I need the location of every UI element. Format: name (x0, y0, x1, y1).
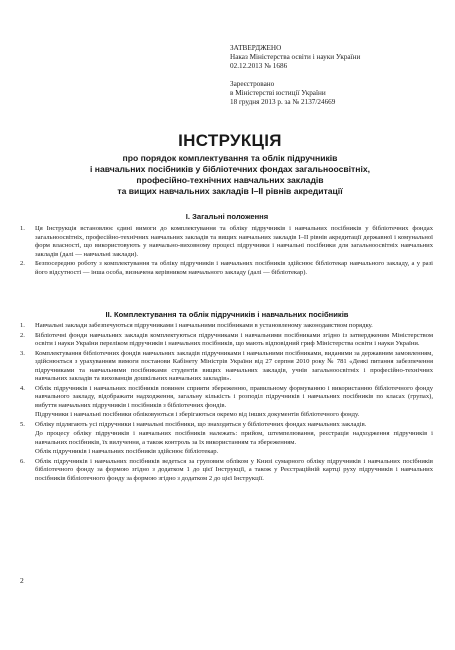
section-heading-1: I. Загальні положення (185, 212, 269, 221)
list-item (20, 448, 433, 457)
approval-stamp (230, 44, 435, 107)
approval-line: 02.12.2013 № 1686 (230, 62, 288, 70)
item-text: До процесу обліку підручників і навчальних посібників належать: прийом, штемпелювання, реєстрація надходження підручників і навчальних посібників, їх вилучення, а також контроль за їх використанням та збереженням. (35, 430, 433, 446)
title-main: ІНСТРУКЦІЯ (178, 131, 282, 150)
registration-line: 18 грудня 2013 р. за № 2137/24669 (230, 98, 336, 106)
item-number (20, 411, 35, 420)
item-text: Комплектування бібліотечних фондів навчальних закладів підручниками і навчальними посібниками, виданими за державним замовленням, здійснюється з урахуванням вимоги постанови Кабінету Міністрів України від 27 серпня 2010 року № 781 «Деякі питання забезпечення підручниками та навчальними посібниками студентів вищих навчальних закладів, учнів загальноосвітніх і професійно-технічних навчальних закладів та вихованців дошкільних навчальних закладів». (35, 349, 433, 382)
list-item (20, 458, 433, 484)
item-text: Облік підручників і навчальних посібників здійснює бібліотекар. (35, 448, 219, 455)
item-text: Ця Інструкція встановлює єдині вимоги до комплектування та обліку підручників і навчальних посібників у бібліотечних фондах загальноосвітніх, професійно-технічних навчальних закладів та вищих навчальних закладів I–II рівнів акредитації державної і комунальної форм власності, що використовують у навчально-виховному процесі підручники і навчальні посібники для загальноосвітніх навчальних закладів (далі — навчальні заклади). (35, 225, 433, 258)
section-heading-2: II. Комплектування та облік підручників і навчальних посібників (105, 310, 349, 319)
item-text: Обліку підлягають усі підручники і навчальні посібники, що знаходяться у бібліотечних фондах навчальних закладів. (35, 420, 367, 428)
registration-line: Зареєстровано (230, 80, 275, 88)
list-item (20, 350, 433, 384)
list-item (20, 225, 433, 259)
list-item (20, 411, 433, 420)
approval-line: Наказ Міністерства освіти і науки України (230, 53, 361, 61)
item-text: Підручники і навчальні посібники обліковуються і зберігаються окремо від інших документів бібліотечного фонду. (35, 411, 360, 418)
item-number: 5. (20, 420, 25, 428)
list-item (20, 322, 433, 331)
item-text: Безпосередню роботу з комплектування та обліку підручників і навчальних посібників здійснює бібліотекар навчального закладу, а у разі його відсутності — інша особа, визначена керівником навчального закладу (далі — бібліотекар). (35, 260, 433, 276)
list-item (20, 332, 433, 349)
list-item (20, 430, 433, 447)
item-number: 3. (20, 349, 25, 357)
item-number: 4. (20, 384, 25, 392)
item-number: 1. (20, 225, 25, 232)
item-number: 1. (20, 322, 25, 329)
section-1-items (20, 225, 433, 278)
registration-line: в Міністерстві юстиції України (230, 89, 326, 97)
item-number: 6. (20, 457, 25, 465)
section-2-items (20, 322, 433, 484)
list-item (20, 260, 433, 277)
item-text: Навчальні заклади забезпечуються підручниками і навчальними посібниками в установленому законодавством порядку. (35, 322, 373, 329)
item-text: Облік підручників і навчальних посібників ведеться за груповим обліком у Книзі сумарного обліку підручників і навчальних посібників бібліотечного фонду за формою згідно з додатком 1 до цієї Інструкції, а також у Реєстраційній картці руху підручників і навчальних посібників бібліотечного фонду за формою згідно з додатком 2 до цієї Інструкції. (35, 457, 433, 482)
title-sub-line: про порядок комплектування та облік підручників (122, 153, 338, 163)
item-number: 2. (20, 260, 25, 267)
title-sub-line: і навчальних посібників у бібліотечних фондах загальноосвітніх, (90, 164, 370, 174)
title-sub-line: та вищих навчальних закладів I–II рівнів акредитації (117, 186, 343, 196)
item-text: Бібліотечні фонди навчальних закладів комплектуються підручниками і навчальними посібниками згідно із затвердженим Міністерством освіти і науки України переліком підручників і навчальних посібників, що мають відповідний гриф Міністерства освіти і науки України. (35, 331, 433, 347)
item-text: Облік підручників і навчальних посібників повинен сприяти збереженню, правильному формуванню і використанню бібліотечного фонду навчального закладу, відображати надходження, загальну кількість і розподіл підручників і навчальних посібників по класах (групах), вибуття навчальних підручників і посібників з бібліотечних фондів. (35, 384, 433, 409)
item-number (20, 448, 35, 457)
item-number (20, 430, 35, 447)
title-sub-line: професійно-технічних навчальних закладів (136, 175, 324, 185)
document-title (40, 131, 420, 197)
page-number: 2 (20, 576, 24, 585)
list-item (20, 385, 433, 411)
approval-line: ЗАТВЕРДЖЕНО (230, 44, 282, 52)
item-number: 2. (20, 331, 25, 339)
list-item (20, 421, 433, 430)
